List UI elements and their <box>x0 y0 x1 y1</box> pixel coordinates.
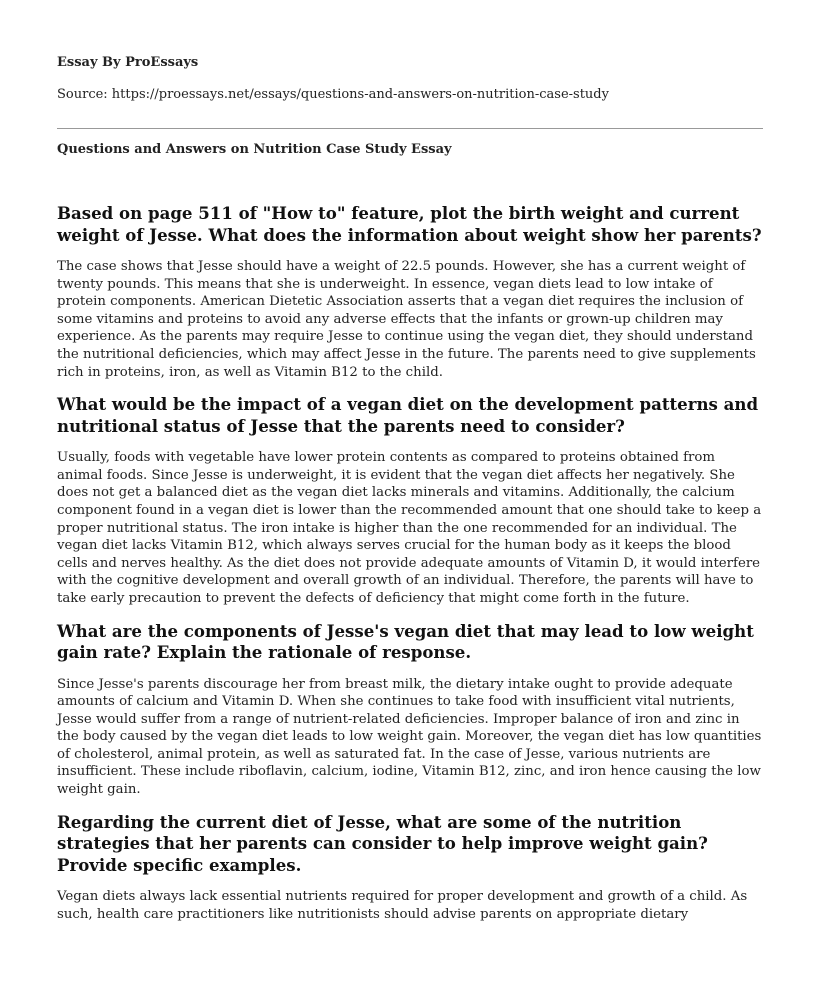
section-heading: Regarding the current diet of Jesse, what are some of the nutrition strategies that her parents can consider to help improve weight gain? Provide specific examples. <box>57 811 708 875</box>
section-heading: Based on page 511 of "How to" feature, plot the birth weight and current weight of Jesse. What does the information about weight show her parents? <box>57 203 762 245</box>
essay-section <box>57 203 763 381</box>
section-paragraph: Usually, foods with vegetable have lower protein contents as compared to proteins obtained from animal foods. Since Jesse is underweight, it is evident that the vegan diet affects her negatively. She does not get a balanced diet as the vegan diet lacks minerals and vitamins. Additionally, the calcium component found in a vegan diet is lower than the recommended amount that one should take to keep a proper nutritional status. The iron intake is higher than the one recommended for an individual. The vegan diet lacks Vitamin B12, which always serves crucial for the human body as it keeps the blood cells and nerves healthy. As the diet does not provide adequate amounts of Vitamin D, it would interfere with the cognitive development and overall growth of an individual. Therefore, the parents will have to take early precaution to prevent the defects of deficiency that might come forth in the future. <box>57 450 762 606</box>
section-paragraph: Since Jesse's parents discourage her from breast milk, the dietary intake ought to provide adequate amounts of calcium and Vitamin D. When she continues to take food with insufficient vital nutrients, Jesse would suffer from a range of nutrient-related deficiencies. Improper balance of iron and zinc in the body caused by the vegan diet leads to low weight gain. Moreover, the vegan diet has low quantities of cholesterol, animal protein, as well as saturated fat. In the case of Jesse, various nutrients are insufficient. These include riboflavin, calcium, iodine, Vitamin B12, zinc, and iron hence causing the low weight gain. <box>57 676 762 798</box>
section-paragraph: The case shows that Jesse should have a weight of 22.5 pounds. However, she has a current weight of twenty pounds. This means that she is underweight. In essence, vegan diets lead to low intake of protein components. American Dietetic Association asserts that a vegan diet requires the inclusion of some vitamins and proteins to avoid any adverse effects that the infants or grown-up children may experience. As the parents may require Jesse to continue using the vegan diet, they should understand the nutritional deficiencies, which may affect Jesse in the future. The parents need to give supplements rich in proteins, iron, as well as Vitamin B12 to the child. <box>57 259 756 380</box>
section-paragraph: Vegan diets always lack essential nutrients required for proper development and growth of a child. As such, health care practitioners like nutritionists should advise parents on appropriate dietary <box>57 889 748 922</box>
essay-section <box>57 812 763 924</box>
publisher-line: Essay By ProEssays <box>57 55 199 70</box>
essay-section <box>57 621 763 799</box>
document-title: Questions and Answers on Nutrition Case Study Essay <box>57 142 452 157</box>
section-heading: What are the components of Jesse's vegan diet that may lead to low weight gain rate? Explain the rationale of response. <box>57 620 754 662</box>
section-heading: What would be the impact of a vegan diet on the development patterns and nutritional status of Jesse that the parents need to consider? <box>57 394 759 436</box>
source-line: Source: https://proessays.net/essays/questions-and-answers-on-nutrition-case-study <box>57 87 609 102</box>
header-divider <box>57 128 763 129</box>
essay-body <box>57 203 763 936</box>
essay-section <box>57 394 763 607</box>
